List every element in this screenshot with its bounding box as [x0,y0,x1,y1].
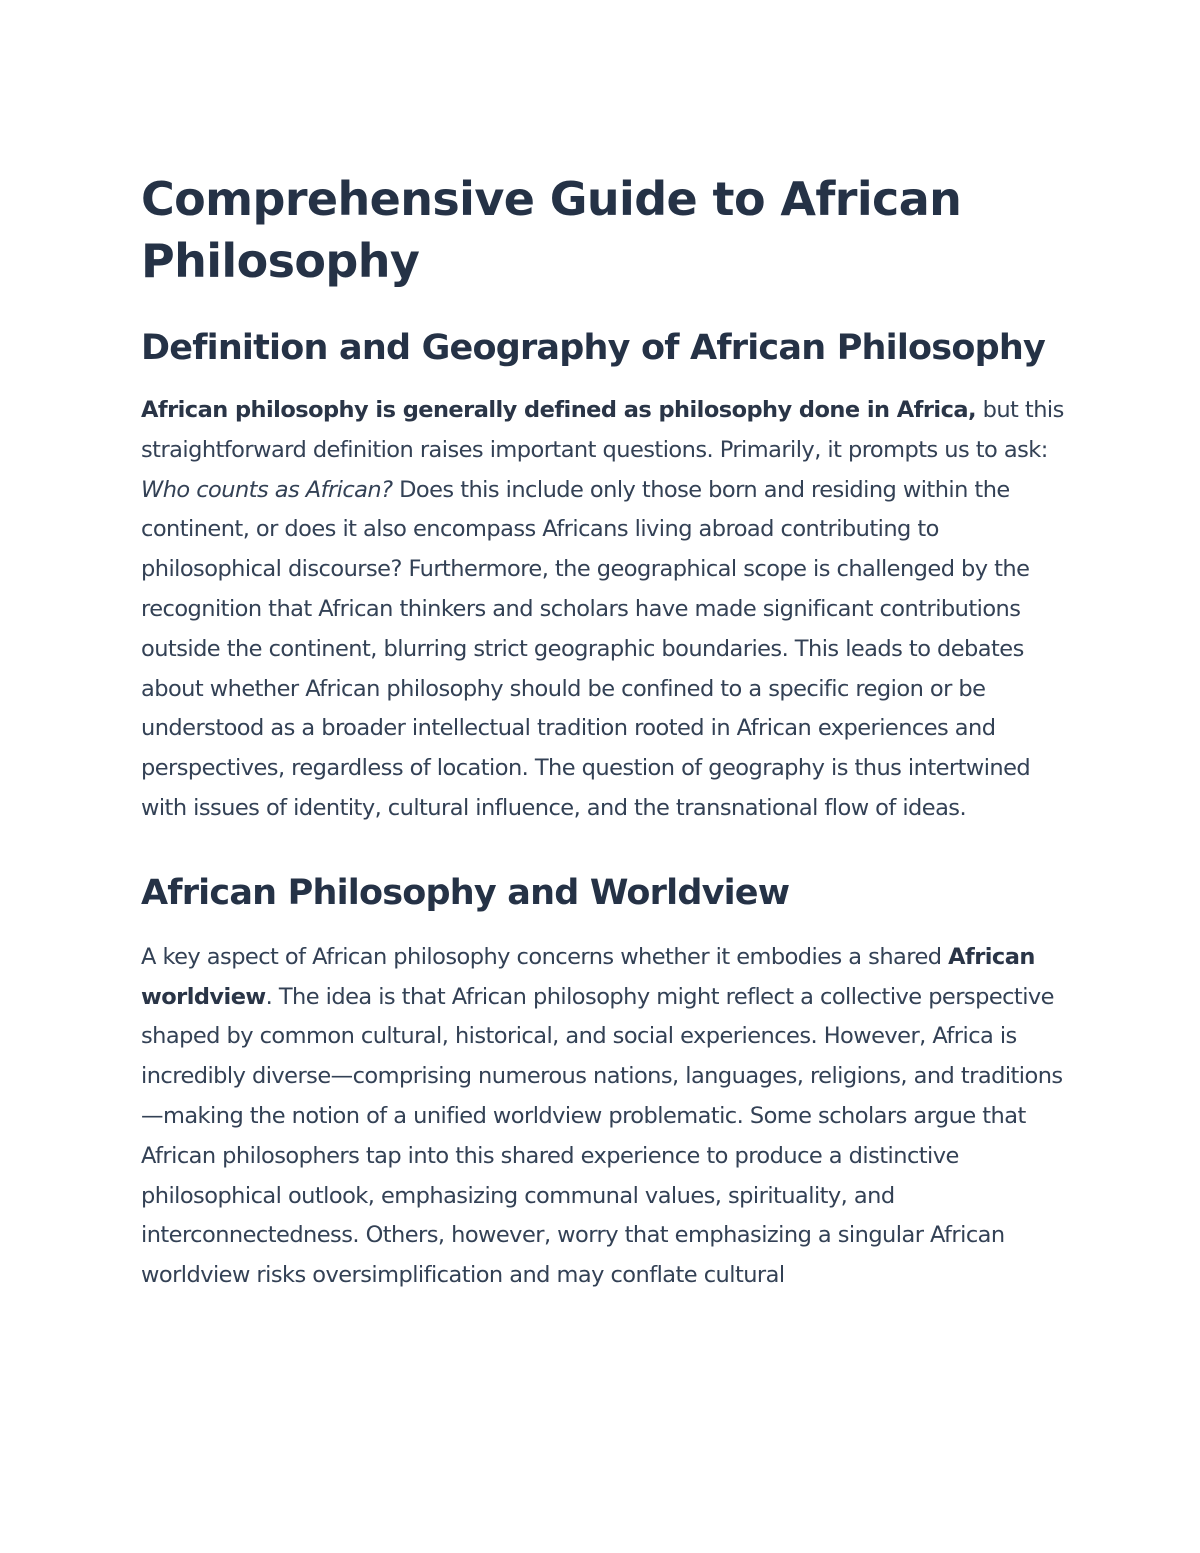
bold-term: African worldview [141,943,1035,1010]
document-page [141,168,1066,1296]
paragraph-text: Does this include only those born and residing within the continent, or does it also encompass Africans living abroad contributing to philosophical discourse? Furthermore, the geographical scope is challenged by the recognition that African thinkers and scholars have made significant contributions outside the continent, blurring strict geographic boundaries. This leads to debates about whether African philosophy should be confined to a specific region or be understood as a broader intellectual tradition rooted in African experiences and perspectives, regardless of location. The question of geography is thus intertwined with issues of identity, cultural influence, and the transnational flow of ideas. [141,476,1031,821]
document-title: Comprehensive Guide to African Philosophy [141,172,962,288]
section-heading-definition: Definition and Geography of African Philosophy [141,328,1045,368]
paragraph-text: . The idea is that African philosophy might reflect a collective perspective shaped by common cultural, historical, and social experiences. However, Africa is incredibly diverse—comprising numerous nations, languages, religions, and traditions—making the notion of a unified worldview problematic. Some scholars argue that African philosophers tap into this shared experience to produce a distinctive philosophical outlook, emphasizing communal values, spirituality, and interconnectedness. Others, however, worry that emphasizing a singular African worldview risks oversimplification and may conflate cultural [141,983,1063,1289]
section-paragraph-definition [141,391,1066,829]
paragraph-text: but this straightforward definition raises important questions. Primarily, it prompts us to ask: [141,397,1064,463]
paragraph-text: A key aspect of African philosophy concerns whether it embodies a shared [141,943,949,970]
section-heading-worldview: African Philosophy and Worldview [141,872,790,913]
section-paragraph-worldview [141,938,1066,1296]
bold-lead-sentence: African philosophy is generally defined as philosophy done in Africa, [141,397,976,423]
italic-question: Who counts as African? [141,476,393,503]
